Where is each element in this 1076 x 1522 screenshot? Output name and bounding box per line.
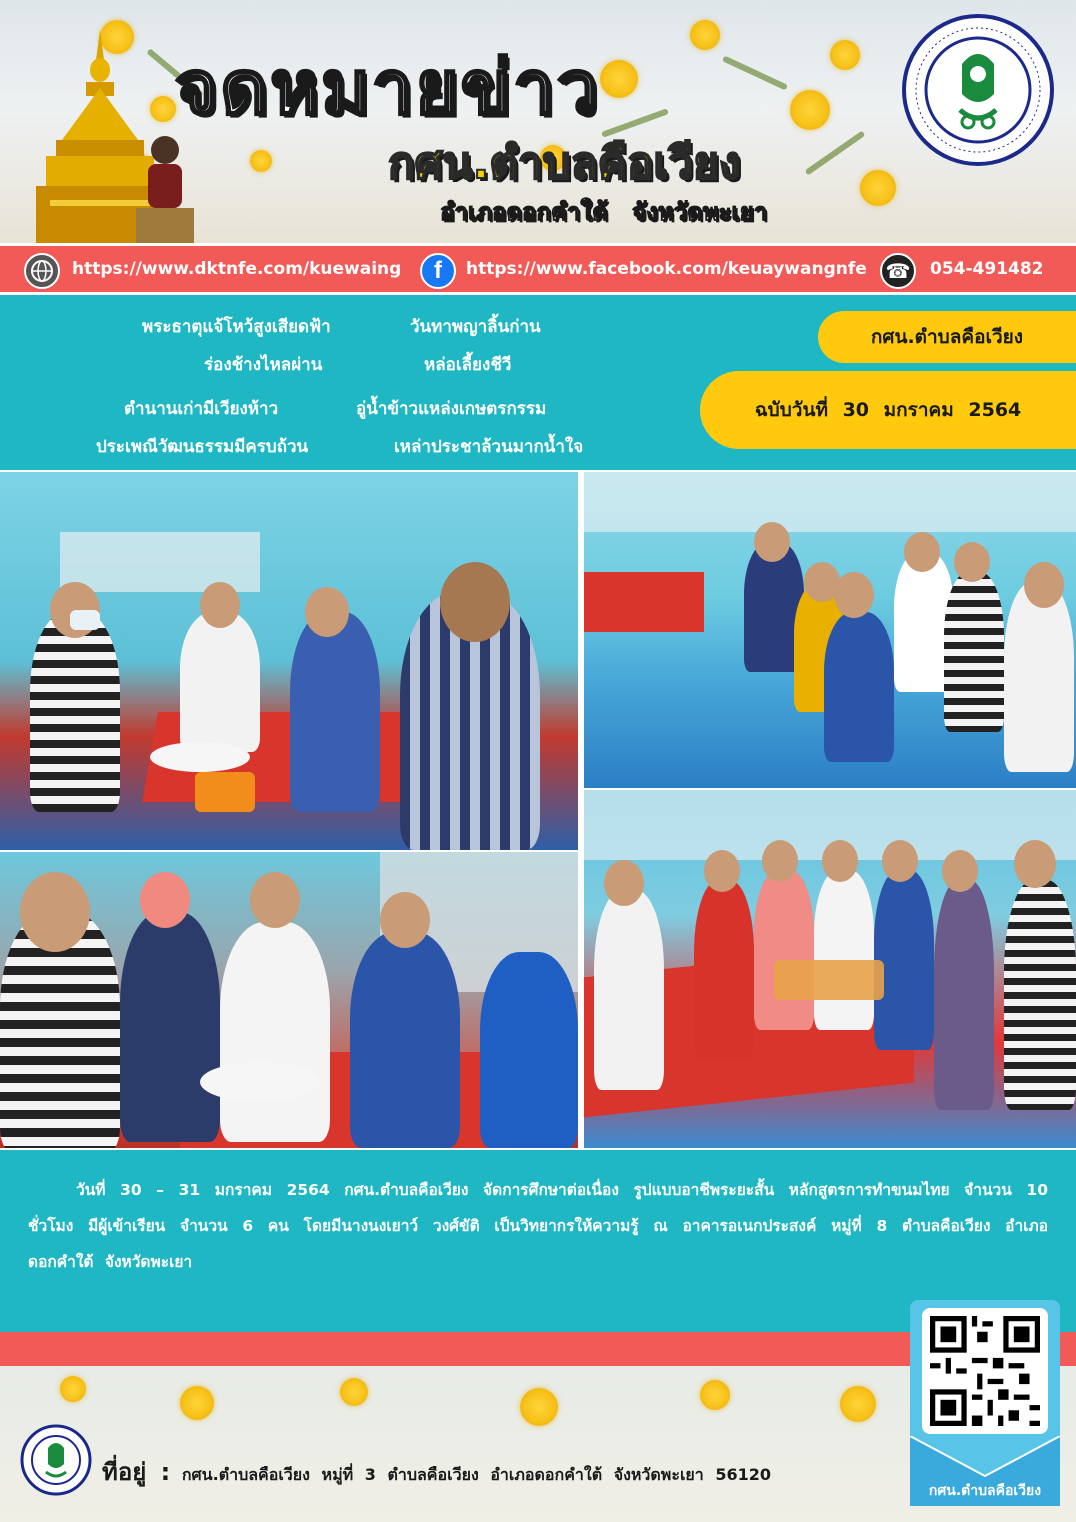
nfe-emblem-icon (20, 1424, 92, 1496)
slogan-line: พระธาตุแจ้โหว้สูงเสียดฟ้า (142, 317, 331, 337)
qr-card[interactable] (910, 1300, 1060, 1506)
slogan-line: ตำนานเก่ามีเวียงห้าว (124, 399, 279, 419)
address (102, 1452, 771, 1491)
slogan-line: ประเพณีวัฒนธรรมมีครบถ้วน (96, 437, 309, 457)
qr-code-icon (922, 1308, 1048, 1434)
issue-date-tag: ฉบับวันที่ 30 มกราคม 2564 (700, 371, 1076, 449)
newsletter-title: จดหมายข่าว (175, 45, 601, 131)
blossom-decoration (520, 1388, 558, 1426)
blossom-decoration (60, 1376, 86, 1402)
office-tag: กศน.ตำบลคือเวียง (818, 311, 1076, 363)
slogan-line: ร่องช้างไหลผ่าน (204, 355, 323, 375)
qr-caption: กศน.ตำบลคือเวียง (928, 1483, 1042, 1499)
leaf-decoration (805, 130, 866, 175)
blossom-decoration (180, 1386, 214, 1420)
nfe-emblem-icon (902, 14, 1054, 166)
facebook-icon: f (420, 253, 456, 289)
blossom-decoration (690, 20, 720, 50)
slogan-band (0, 295, 1076, 470)
blossom-decoration (830, 40, 860, 70)
slogan-line: เหล่าประชาล้วนมากน้ำใจ (394, 437, 584, 457)
globe-icon (24, 253, 60, 289)
slogan-line: อู่น้ำข้าวแหล่งเกษตรกรรม (356, 399, 547, 419)
website-link[interactable]: https://www.dktnfe.com/kuewaing (72, 259, 402, 279)
contact-bar (0, 243, 1076, 295)
location-title: อำเภอดอกคำใต้ จังหวัดพะเยา (440, 198, 768, 226)
phone-number: 054-491482 (930, 259, 1044, 279)
photo-showing-snacks (584, 790, 1076, 1148)
facebook-link[interactable]: https://www.facebook.com/keuaywangnfe (466, 259, 867, 279)
statue-icon (130, 130, 200, 243)
newsletter-header (0, 0, 1076, 243)
blossom-decoration (860, 170, 896, 206)
leaf-decoration (722, 55, 788, 90)
address-text: กศน.ตำบลคือเวียง หมู่ที่ 3 ตำบลคือเวียง อำเภอดอกคำใต้ จังหวัดพะเยา 56120 (181, 1465, 771, 1484)
slogan-line: วันทาพญาลิ้นก่าน (410, 317, 541, 337)
blossom-decoration (700, 1380, 730, 1410)
blossom-decoration (250, 150, 272, 172)
telephone-icon: ☎ (880, 253, 916, 289)
news-caption: วันที่ 30 – 31 มกราคม 2564 กศน.ตำบลคือเวียง จัดการศึกษาต่อเนื่อง รูปแบบอาชีพระยะสั้น หลักสูตรการทำขนมไทย จำนวน 10 ชั่วโมง มีผู้เข้าเรียน จำนวน 6 คน โดยมีนางนงเยาว์ วงศ์ขัติ เป็นวิทยากรให้ความรู้ ณ อาคารอเนกประสงค์ หมู่ที่ 8 ตำบลคือเวียง อำเภอดอกคำใต้ จังหวัดพะเยา (28, 1181, 1048, 1271)
office-name-title: กศน.ตำบลคือเวียง (388, 138, 741, 189)
photo-collage (0, 470, 1076, 1150)
photo-mixing-flour (0, 852, 578, 1148)
blossom-decoration (790, 90, 830, 130)
slogan-line: หล่อเลี้ยงชีวี (424, 355, 512, 375)
blossom-decoration (840, 1386, 876, 1422)
blossom-decoration (600, 60, 638, 98)
photo-trainees-seated (584, 472, 1076, 788)
blossom-decoration (340, 1378, 368, 1406)
photo-cooking-demo (0, 472, 578, 850)
address-label: ที่อยู่ : (102, 1458, 171, 1486)
